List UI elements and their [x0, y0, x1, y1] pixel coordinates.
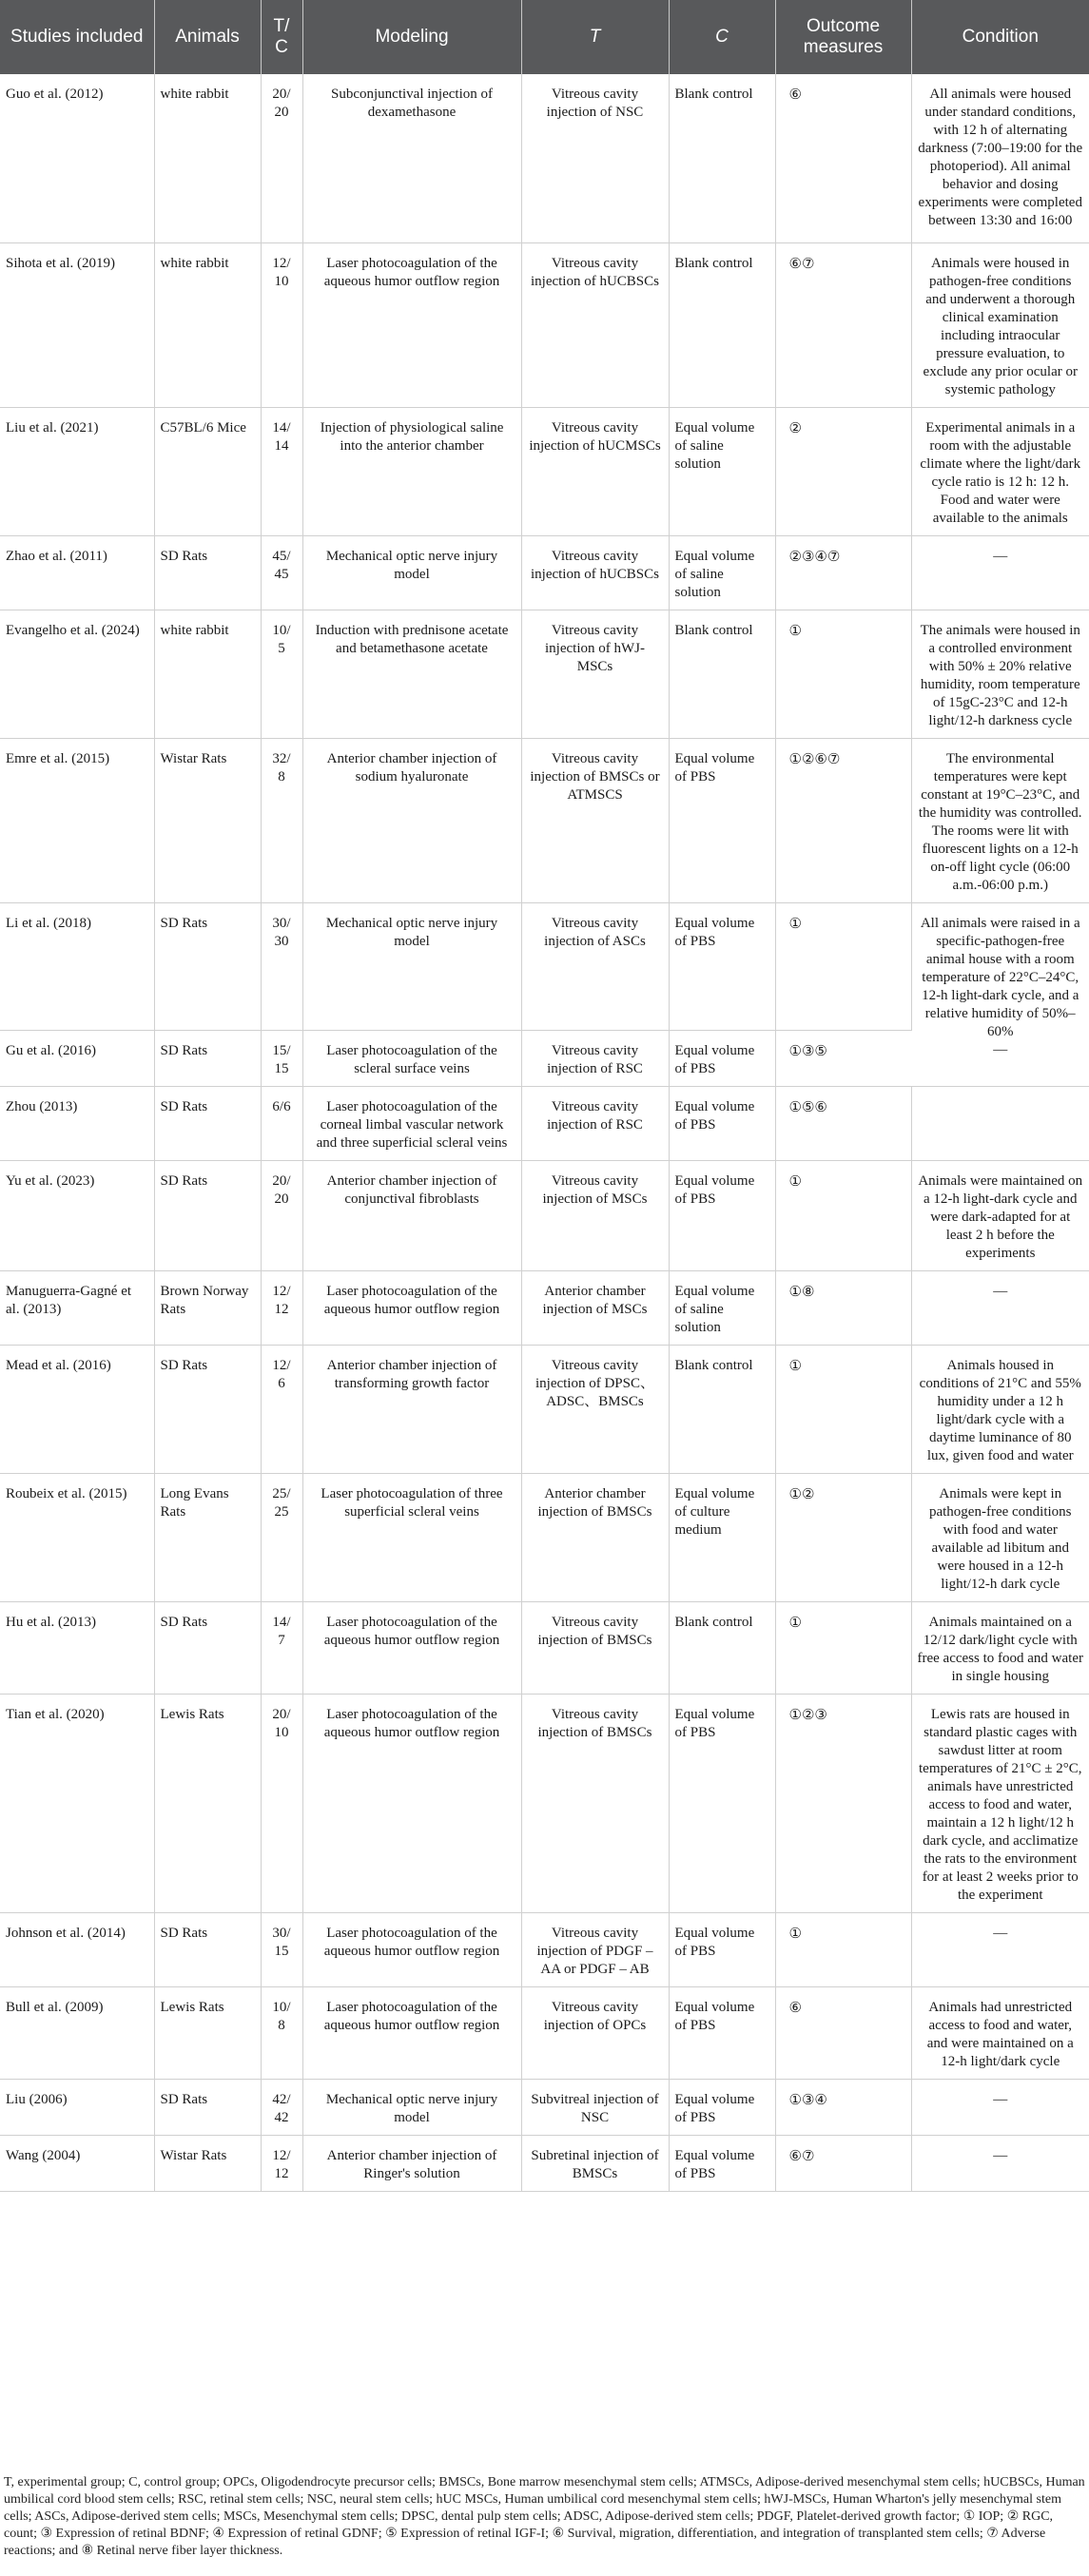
animal-cell: Wistar Rats: [154, 2135, 261, 2191]
tc-ratio-cell: 32/ 8: [261, 738, 302, 902]
modeling-cell: Laser photocoagulation of three superficial scleral veins: [302, 1473, 521, 1601]
study-name-cell: Sihota et al. (2019): [0, 242, 154, 407]
tc-ratio-cell: 30/ 30: [261, 902, 302, 1030]
condition-cell: —: [911, 1912, 1089, 1986]
table-row: [0, 1160, 1089, 1270]
tc-ratio-cell: 10/ 5: [261, 610, 302, 738]
tc-ratio-cell: 12/ 12: [261, 2135, 302, 2191]
condition-cell: Experimental animals in a room with the adjustable climate where the light/dark cycle ratio is 12 h: 12 h. Food and water were available to the animals: [911, 407, 1089, 535]
animal-cell: Brown Norway Rats: [154, 1270, 261, 1345]
control-cell: Equal volume of PBS: [669, 1986, 775, 2079]
study-name-cell: Liu et al. (2021): [0, 407, 154, 535]
tc-ratio-cell: 45/ 45: [261, 535, 302, 610]
study-name-cell: Bull et al. (2009): [0, 1986, 154, 2079]
control-cell: Equal volume of PBS: [669, 1030, 775, 1086]
table-row: [0, 1270, 1089, 1345]
table-row: [0, 902, 1089, 1030]
outcome-measures-cell: ①⑧: [775, 1270, 911, 1345]
animal-cell: SD Rats: [154, 1086, 261, 1160]
tc-ratio-cell: 14/ 14: [261, 407, 302, 535]
outcome-measures-cell: ①: [775, 610, 911, 738]
animal-cell: SD Rats: [154, 1912, 261, 1986]
modeling-cell: Laser photocoagulation of the aqueous humor outflow region: [302, 1912, 521, 1986]
control-cell: Equal volume of PBS: [669, 1912, 775, 1986]
treatment-cell: Vitreous cavity injection of PDGF – AA or PDGF – AB: [521, 1912, 669, 1986]
outcome-measures-cell: ⑥⑦: [775, 242, 911, 407]
header-studies: Studies included: [0, 0, 154, 74]
header-outcome: Outcome measures: [775, 0, 911, 74]
table-row: [0, 74, 1089, 242]
outcome-measures-cell: ①③⑤: [775, 1030, 911, 1086]
control-cell: Equal volume of PBS: [669, 1694, 775, 1912]
table-row: [0, 1694, 1089, 1912]
animal-cell: SD Rats: [154, 2079, 261, 2135]
treatment-cell: Vitreous cavity injection of BMSCs or ATMSCS: [521, 738, 669, 902]
study-name-cell: Roubeix et al. (2015): [0, 1473, 154, 1601]
outcome-measures-cell: ⑥⑦: [775, 2135, 911, 2191]
modeling-cell: Subconjunctival injection of dexamethasone: [302, 74, 521, 242]
table-row: [0, 738, 1089, 902]
animal-cell: SD Rats: [154, 1345, 261, 1473]
treatment-cell: Vitreous cavity injection of NSC: [521, 74, 669, 242]
outcome-measures-cell: ①⑤⑥: [775, 1086, 911, 1160]
modeling-cell: Laser photocoagulation of the scleral surface veins: [302, 1030, 521, 1086]
condition-cell: —: [911, 1270, 1089, 1345]
tc-ratio-cell: 30/ 15: [261, 1912, 302, 1986]
tc-ratio-cell: 12/ 6: [261, 1345, 302, 1473]
table-row: [0, 1912, 1089, 1986]
tc-ratio-cell: 14/ 7: [261, 1601, 302, 1694]
outcome-measures-cell: ①: [775, 1912, 911, 1986]
tc-ratio-cell: 20/ 20: [261, 74, 302, 242]
modeling-cell: Anterior chamber injection of sodium hyaluronate: [302, 738, 521, 902]
control-cell: Blank control: [669, 610, 775, 738]
table-row: [0, 1345, 1089, 1473]
treatment-cell: Vitreous cavity injection of ASCs: [521, 902, 669, 1030]
treatment-cell: Vitreous cavity injection of DPSC、ADSC、BMSCs: [521, 1345, 669, 1473]
condition-cell: [911, 1086, 1089, 1160]
animal-cell: SD Rats: [154, 1030, 261, 1086]
table-row: [0, 2079, 1089, 2135]
table-footnote: T, experimental group; C, control group; OPCs, Oligodendrocyte precursor cells; BMSCs, Bone marrow mesenchymal stem cells; ATMSCs, Adipose-derived mesenchymal stem cells; hUCBSCs, Human umbilical cord blood stem cells; RSC, retinal stem cells; NSC, neural stem cells; hUC MSCs, Human umbilical cord mesenchymal stem cells; hWJ-MSCs, Human Wharton's jelly mesenchymal stem cells; ASCs, Adipose-derived stem cells; MSCs, Mesenchymal stem cells; DPSC, dental pulp stem cells; ADSC, Adipose-derived stem cells; PDGF, Platelet-derived growth factor; ① IOP; ② RGC, count; ③ Expression of retinal BDNF; ④ Expression of retinal GDNF; ⑤ Expression of retinal IGF-I; ⑥ Survival, migration, differentiation, and integration of transplanted stem cells; ⑦ Adverse reactions; and ⑧ Retinal nerve fiber layer thickness.: [4, 2475, 1085, 2558]
header-tc: T/ C: [261, 0, 302, 74]
table-row: [0, 407, 1089, 535]
control-cell: Equal volume of PBS: [669, 2135, 775, 2191]
modeling-cell: Mechanical optic nerve injury model: [302, 535, 521, 610]
condition-cell: Animals had unrestricted access to food and water, and were maintained on a 12-h light/dark cycle: [911, 1986, 1089, 2079]
header-modeling: Modeling: [302, 0, 521, 74]
control-cell: Equal volume of saline solution: [669, 535, 775, 610]
condition-cell: The animals were housed in a controlled environment with 50% ± 20% relative humidity, room temperature of 15gC-23°C and 12-h light/12-h darkness cycle: [911, 610, 1089, 738]
treatment-cell: Vitreous cavity injection of hUCBSCs: [521, 242, 669, 407]
control-cell: Equal volume of PBS: [669, 738, 775, 902]
control-cell: Equal volume of culture medium: [669, 1473, 775, 1601]
study-name-cell: Guo et al. (2012): [0, 74, 154, 242]
table-row: [0, 2135, 1089, 2191]
condition-cell: —: [911, 2135, 1089, 2191]
control-cell: Equal volume of PBS: [669, 1160, 775, 1270]
control-cell: Equal volume of PBS: [669, 2079, 775, 2135]
table-row: [0, 1601, 1089, 1694]
condition-cell: The environmental temperatures were kept constant at 19°C–23°C, and the humidity was controlled. The rooms were lit with fluorescent lights on a 12-h on-off light cycle (06:00 a.m.-06:00 p.m.): [911, 738, 1089, 902]
modeling-cell: Laser photocoagulation of the corneal limbal vascular network and three superficial scleral veins: [302, 1086, 521, 1160]
tc-ratio-cell: 20/ 10: [261, 1694, 302, 1912]
control-cell: Blank control: [669, 1601, 775, 1694]
control-cell: Equal volume of PBS: [669, 1086, 775, 1160]
animal-cell: SD Rats: [154, 1601, 261, 1694]
treatment-cell: Vitreous cavity injection of OPCs: [521, 1986, 669, 2079]
condition-cell: Animals were maintained on a 12-h light-dark cycle and were dark-adapted for at least 2 h before the experiments: [911, 1160, 1089, 1270]
outcome-measures-cell: ①: [775, 1601, 911, 1694]
modeling-cell: Induction with prednisone acetate and betamethasone acetate: [302, 610, 521, 738]
header-condition: Condition: [911, 0, 1089, 74]
modeling-cell: Mechanical optic nerve injury model: [302, 2079, 521, 2135]
modeling-cell: Laser photocoagulation of the aqueous humor outflow region: [302, 242, 521, 407]
study-name-cell: Yu et al. (2023): [0, 1160, 154, 1270]
control-cell: Blank control: [669, 74, 775, 242]
outcome-measures-cell: ①②: [775, 1473, 911, 1601]
treatment-cell: Anterior chamber injection of MSCs: [521, 1270, 669, 1345]
treatment-cell: Vitreous cavity injection of BMSCs: [521, 1694, 669, 1912]
modeling-cell: Laser photocoagulation of the aqueous humor outflow region: [302, 1601, 521, 1694]
outcome-measures-cell: ⑥: [775, 74, 911, 242]
outcome-measures-cell: ①③④: [775, 2079, 911, 2135]
header-t: T: [521, 0, 669, 74]
treatment-cell: Subretinal injection of BMSCs: [521, 2135, 669, 2191]
study-name-cell: Johnson et al. (2014): [0, 1912, 154, 1986]
tc-ratio-cell: 15/ 15: [261, 1030, 302, 1086]
study-name-cell: Tian et al. (2020): [0, 1694, 154, 1912]
animal-cell: Long Evans Rats: [154, 1473, 261, 1601]
table-row: [0, 1473, 1089, 1601]
study-name-cell: Wang (2004): [0, 2135, 154, 2191]
treatment-cell: Vitreous cavity injection of RSC: [521, 1030, 669, 1086]
outcome-measures-cell: ①: [775, 1345, 911, 1473]
treatment-cell: Vitreous cavity injection of MSCs: [521, 1160, 669, 1270]
animal-cell: Wistar Rats: [154, 738, 261, 902]
modeling-cell: Anterior chamber injection of Ringer's solution: [302, 2135, 521, 2191]
tc-ratio-cell: 12/ 10: [261, 242, 302, 407]
animal-cell: SD Rats: [154, 902, 261, 1030]
modeling-cell: Laser photocoagulation of the aqueous humor outflow region: [302, 1270, 521, 1345]
condition-cell: Lewis rats are housed in standard plastic cages with sawdust litter at room temperatures of 21°C ± 2°C, animals have unrestricted access to food and water, maintain a 12 h light/12 h dark cycle, and acclimatize the rats to the environment for at least 2 weeks prior to the experiment: [911, 1694, 1089, 1912]
treatment-cell: Vitreous cavity injection of RSC: [521, 1086, 669, 1160]
condition-cell: All animals were raised in a specific-pathogen-free animal house with a room temperature of 22°C–24°C, 12-h light-dark cycle, and a relative humidity of 50%–60% —: [911, 902, 1089, 1086]
table-row: [0, 610, 1089, 738]
outcome-measures-cell: ①: [775, 902, 911, 1030]
tc-ratio-cell: 10/ 8: [261, 1986, 302, 2079]
animal-cell: Lewis Rats: [154, 1986, 261, 2079]
tc-ratio-cell: 12/ 12: [261, 1270, 302, 1345]
study-name-cell: Evangelho et al. (2024): [0, 610, 154, 738]
outcome-measures-cell: ⑥: [775, 1986, 911, 2079]
animal-cell: Lewis Rats: [154, 1694, 261, 1912]
animal-cell: white rabbit: [154, 242, 261, 407]
study-name-cell: Gu et al. (2016): [0, 1030, 154, 1086]
table-row: [0, 1086, 1089, 1160]
condition-cell: Animals were kept in pathogen-free conditions with food and water available ad libitum and were housed in a 12-h light/12-h dark cycle: [911, 1473, 1089, 1601]
treatment-cell: Vitreous cavity injection of hWJ-MSCs: [521, 610, 669, 738]
outcome-measures-cell: ①②③: [775, 1694, 911, 1912]
table-row: [0, 242, 1089, 407]
study-name-cell: Mead et al. (2016): [0, 1345, 154, 1473]
condition-cell: All animals were housed under standard conditions, with 12 h of alternating darkness (7:00–19:00 for the photoperiod). All animal behavior and dosing experiments were completed between 13:30 and 16:00: [911, 74, 1089, 242]
control-cell: Blank control: [669, 242, 775, 407]
table-row: [0, 535, 1089, 610]
modeling-cell: Anterior chamber injection of conjunctival fibroblasts: [302, 1160, 521, 1270]
study-name-cell: Zhou (2013): [0, 1086, 154, 1160]
study-name-cell: Hu et al. (2013): [0, 1601, 154, 1694]
table-row: [0, 1986, 1089, 2079]
condition-cell: Animals maintained on a 12/12 dark/light cycle with free access to food and water in single housing: [911, 1601, 1089, 1694]
modeling-cell: Anterior chamber injection of transforming growth factor: [302, 1345, 521, 1473]
study-name-cell: Manuguerra-Gagné et al. (2013): [0, 1270, 154, 1345]
tc-ratio-cell: 25/ 25: [261, 1473, 302, 1601]
study-name-cell: Li et al. (2018): [0, 902, 154, 1030]
condition-cell: —: [911, 535, 1089, 610]
control-cell: Blank control: [669, 1345, 775, 1473]
outcome-measures-cell: ②③④⑦: [775, 535, 911, 610]
modeling-cell: Laser photocoagulation of the aqueous humor outflow region: [302, 1694, 521, 1912]
outcome-measures-cell: ①②⑥⑦: [775, 738, 911, 902]
treatment-cell: Vitreous cavity injection of hUCBSCs: [521, 535, 669, 610]
header-row: [0, 0, 1089, 74]
outcome-measures-cell: ②: [775, 407, 911, 535]
study-name-cell: Liu (2006): [0, 2079, 154, 2135]
condition-cell: Animals were housed in pathogen-free conditions and underwent a thorough clinical examination including intraocular pressure evaluation, to exclude any prior ocular or systemic pathology: [911, 242, 1089, 407]
animal-cell: SD Rats: [154, 1160, 261, 1270]
modeling-cell: Laser photocoagulation of the aqueous humor outflow region: [302, 1986, 521, 2079]
animal-cell: C57BL/6 Mice: [154, 407, 261, 535]
condition-cell: —: [911, 2079, 1089, 2135]
study-name-cell: Zhao et al. (2011): [0, 535, 154, 610]
control-cell: Equal volume of saline solution: [669, 407, 775, 535]
treatment-cell: Vitreous cavity injection of hUCMSCs: [521, 407, 669, 535]
control-cell: Equal volume of PBS: [669, 902, 775, 1030]
treatment-cell: Subvitreal injection of NSC: [521, 2079, 669, 2135]
tc-ratio-cell: 42/ 42: [261, 2079, 302, 2135]
treatment-cell: Anterior chamber injection of BMSCs: [521, 1473, 669, 1601]
header-animals: Animals: [154, 0, 261, 74]
study-name-cell: Emre et al. (2015): [0, 738, 154, 902]
control-cell: Equal volume of saline solution: [669, 1270, 775, 1345]
tc-ratio-cell: 20/ 20: [261, 1160, 302, 1270]
header-c: C: [669, 0, 775, 74]
animal-cell: SD Rats: [154, 535, 261, 610]
condition-cell: Animals housed in conditions of 21°C and 55% humidity under a 12 h light/dark cycle with a daytime luminance of 80 lux, given food and water: [911, 1345, 1089, 1473]
treatment-cell: Vitreous cavity injection of BMSCs: [521, 1601, 669, 1694]
modeling-cell: Injection of physiological saline into the anterior chamber: [302, 407, 521, 535]
outcome-measures-cell: ①: [775, 1160, 911, 1270]
animal-cell: white rabbit: [154, 74, 261, 242]
tc-ratio-cell: 6/6: [261, 1086, 302, 1160]
animal-cell: white rabbit: [154, 610, 261, 738]
modeling-cell: Mechanical optic nerve injury model: [302, 902, 521, 1030]
